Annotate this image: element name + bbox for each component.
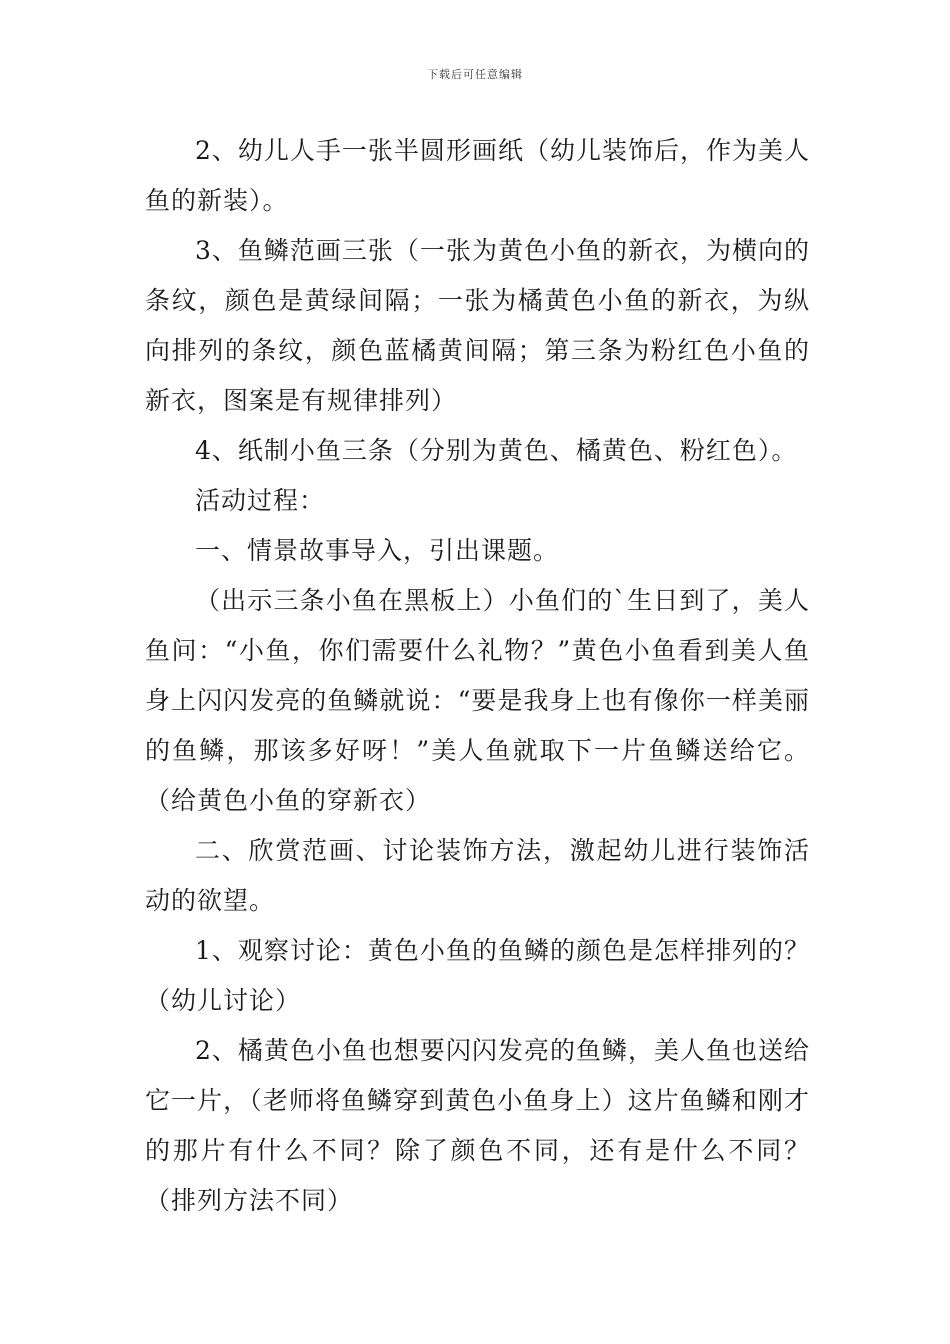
paragraph-story: （出示三条小鱼在黑板上）小鱼们的`生日到了，美人鱼问：“小鱼，你们需要什么礼物？”黄色小鱼看到美人鱼身上闪闪发亮的鱼鳞就说：“要是我身上也有像你一样美丽的鱼鳞，那该多好呀！”美人鱼就取下一片鱼鳞送给它。（给黄色小鱼的穿新衣） xyxy=(145,586,810,815)
document-body xyxy=(145,126,810,1226)
header-note: 下载后可任意编辑 xyxy=(427,68,523,81)
paragraph-discussion-2: 2、橘黄色小鱼也想要闪闪发亮的鱼鳞，美人鱼也送给它一片，（老师将鱼鳞穿到黄色小鱼身上）这片鱼鳞和刚才的那片有什么不同？除了颜色不同，还有是什么不同？（排列方法不同） xyxy=(145,1036,810,1215)
section-heading-process: 活动过程： xyxy=(195,486,326,515)
step-heading-2: 二、欣赏范画、讨论装饰方法，激起幼儿进行装饰活动的欲望。 xyxy=(145,836,810,915)
step-heading-1: 一、情景故事导入，引出课题。 xyxy=(195,536,560,565)
paragraph-material-2: 2、幼儿人手一张半圆形画纸（幼儿装饰后，作为美人鱼的新装）。 xyxy=(145,136,810,215)
paragraph-material-4: 4、纸制小鱼三条（分别为黄色、橘黄色、粉红色）。 xyxy=(195,436,798,465)
paragraph-material-3: 3、鱼鳞范画三张（一张为黄色小鱼的新衣，为横向的条纹，颜色是黄绿间隔；一张为橘黄色小鱼的新衣，为纵向排列的条纹，颜色蓝橘黄间隔；第三条为粉红色小鱼的新衣，图案是有规律排列） xyxy=(145,236,810,415)
paragraph-discussion-1: 1、观察讨论：黄色小鱼的鱼鳞的颜色是怎样排列的？（幼儿讨论） xyxy=(145,936,810,1015)
